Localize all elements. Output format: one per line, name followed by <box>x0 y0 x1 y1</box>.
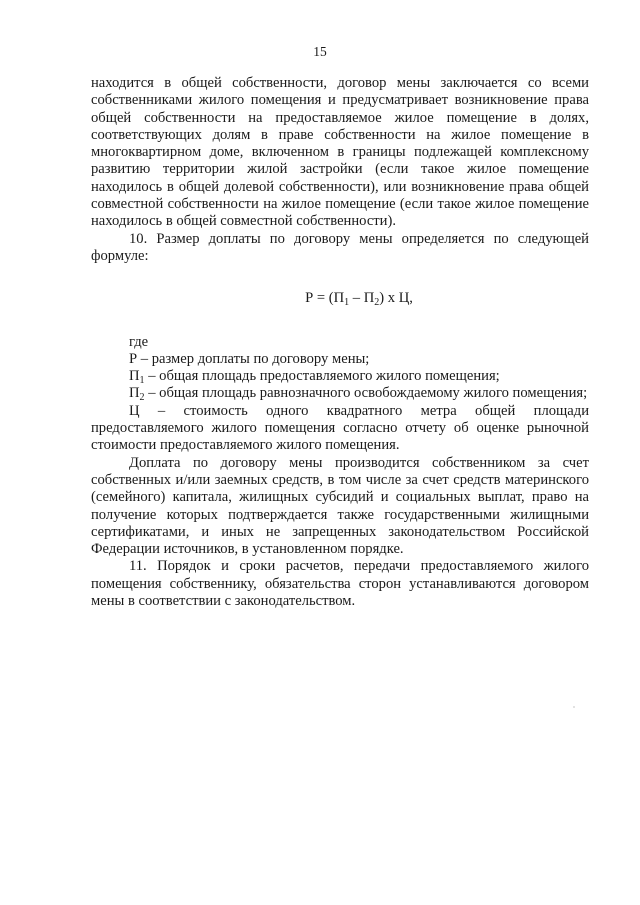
definition-p1-sub: 1 <box>139 375 145 387</box>
paragraph-clause-11: 11. Порядок и сроки расчетов, передачи предоставляемого жилого помещения собственнику, обязательства сторон устанавливаются договором мены в соответствии с законодательством. <box>91 558 589 610</box>
definition-c: Ц – стоимость одного квадратного метра общей площади предоставляемого жилого помещения согласно отчету об оценке рыночной стоимости предоставляемого жилого помещения. <box>91 402 589 454</box>
definition-p1-text: – общая площадь предоставляемого жилого помещения; <box>144 368 500 385</box>
definition-p2-sub: 2 <box>139 392 145 404</box>
payment-formula <box>129 290 589 307</box>
paragraph-payment-sources: Доплата по договору мены производится собственником за счет собственных и/или заемных средств, в том числе за счет средств материнского (семейного) капитала, жилищных субсидий и социальных выплат, право на получение которых подтверждается также государственными жилищными сертификатами, и иных не запрещенных законодательством Российской Федерации источников, в установленном порядке. <box>91 454 589 558</box>
formula-lhs: Р = (П <box>305 290 345 307</box>
definition-p2 <box>91 385 589 402</box>
page-number: 15 <box>313 44 327 59</box>
formula-rhs: ) х Ц, <box>379 290 413 307</box>
where-label: где <box>129 333 149 350</box>
definition-p: Р – размер доплаты по договору мены; <box>129 350 370 367</box>
scan-speck <box>573 706 575 708</box>
formula-sub-2: 2 <box>374 297 380 309</box>
formula-sub-1: 1 <box>344 297 350 309</box>
paragraph-clause-10: 10. Размер доплаты по договору мены определяется по следующей формуле: <box>91 230 589 264</box>
definition-p1-symbol: П <box>129 368 140 385</box>
definition-p2-text: – общая площадь равнозначного освобождаемому жилого помещения; <box>144 385 588 402</box>
document-body <box>91 75 589 610</box>
definition-p2-symbol: П <box>129 385 140 402</box>
formula-mid: – П <box>349 290 375 307</box>
paragraph-ownership-continuation: находится в общей собственности, договор мены заключается со всеми собственниками жилого помещения и предусматривает возникновение права общей собственности на предоставляемое жилое помещение в долях, соответствующих долям в праве собственности на жилое помещение в многоквартирном доме, включенном в границы подлежащей комплексному развитию территории жилой застройки (если такое жилое помещение находилось в общей долевой собственности), или возникновение права общей совместной собственности на жилое помещение (если такое жилое помещение находилось в общей совместной собственности). <box>91 75 589 230</box>
definition-p1 <box>91 368 589 385</box>
